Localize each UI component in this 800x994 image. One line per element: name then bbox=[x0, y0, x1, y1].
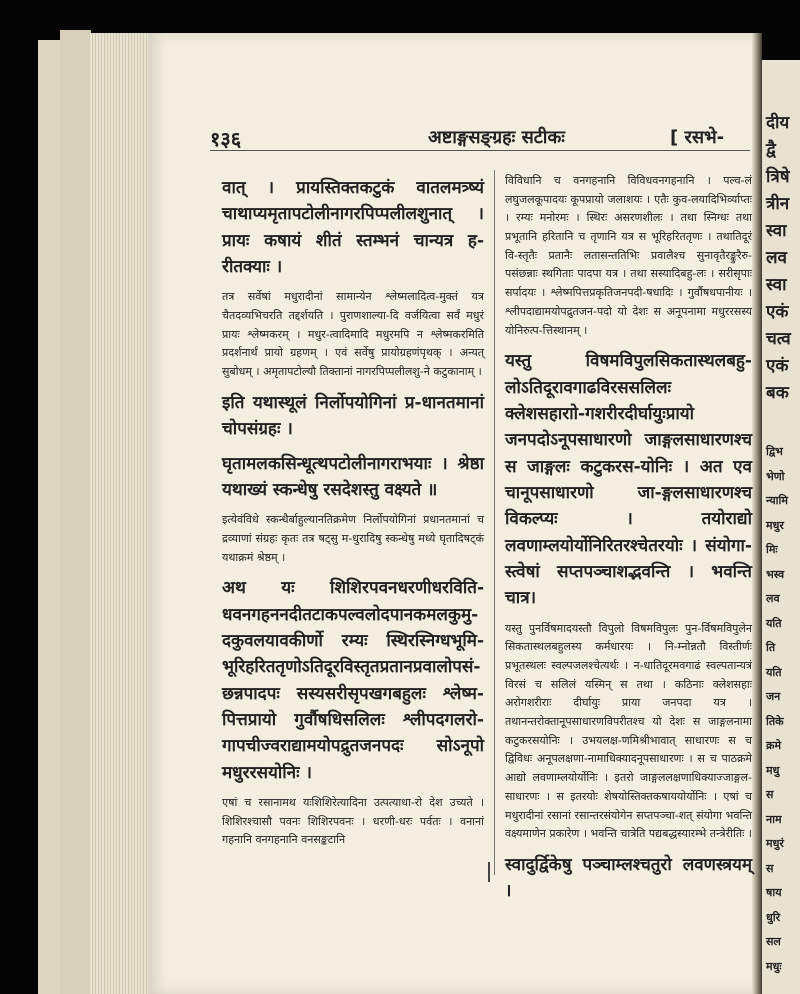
verse-paragraph: अथ यः शिशिरपवनधरणीधरविति-धवनगहननदीतटाकपल्वलोदपानकमलकुमु-दकुवलयावकीर्णो रम्यः स्थिरस्निग्धभूमि-भूरिहरिततृणोऽतिदूरविस्तृतप्रतानप्रवालोपसं-छन्नपादपः सस्यसरीसृपखगबहुलः श्लेष्म-पित्तप्रायो गुर्वौषधिसलिलः श्लीपदगलरो-गापचीज्वराद्यामयोपद्रुतजनपदः सोऽनूपो मधुररसयोनिः । bbox=[222, 578, 484, 783]
next-page-fragment: मधु bbox=[766, 763, 780, 777]
next-page-fragment: स bbox=[766, 788, 774, 801]
next-page-fragment: मधुर bbox=[766, 518, 784, 532]
verse-paragraph: यस्तु विषमविपुलसिकतास्थलबहु-लोऽतिदूरावगाढविरससलिलः क्लेशसहाराो-गशरीरदीर्घायुःप्रायो जनपदोऽनूपसाधारणो जाङ्गलसाधारणश्च स जाङ्गलः कटुकरस-योनिः । अत एव चानूपसाधारणो जा-ङ्गलसाधारणश्च विकल्प्यः । तयोराद्यो लवणाम्लयोर्योनिरितरश्चेतरयोः । संयोगा-स्त्वेषां सप्तपञ्चाशद्भवन्ति । भवन्ति चात्र। bbox=[505, 351, 752, 609]
next-page-fragment: मधुः bbox=[766, 959, 782, 973]
commentary-paragraph: तत्र सर्वेषां मधुरादीनां सामान्येन श्लेष्मलादित्व-मुक्तं यत्र चैतदव्यभिचरति तद्दर्शयति । पुराणशाल्या-दि वर्जयित्वा सर्वं मधुरं प्रायः श्लेष्मकरम् । मधुर-त्वादिमादि मधुरमपि न श्लेष्मकरमिति प्रदर्शनार्थं प्रायो ग्रहणम् । एवं सर्वेषु प्रायोग्रहणंपृथक् । अन्यत् सुबोधम् । अमृतापटोल्यौ तिक्तानां नागरपिप्पलीलशु-ने कटुकानाम् । bbox=[222, 290, 484, 379]
commentary-paragraph: इत्येवंविधे स्कन्धैर्बाहुल्यानतिक्रमेण निर्लोपयोगिनां प्रधानतमानां च द्रव्याणां संग्रहः कृतः तत्र षट्सु म-धुरादिषु स्कन्धेषु मध्ये घृतादिषट्कं यथाक्रमं श्रेष्ठम् । bbox=[222, 513, 484, 564]
next-page-fragment: धुरि bbox=[766, 910, 781, 924]
commentary-paragraph: विविधानि च वनगहनानि विविधवनगहनानि । पल्व-लं लघुजलकूपादयः कूपप्रायो जलाशयः । एतैः कुव-लयादिभिर्व्याप्तः । रम्यः मनोरमः । स्थिरः असरणशीलः । तथा स्निग्धः तथा प्रभूतानि हरितानि च तृणानि यत्र स भूरिहरिततृणः । तथातिदूरं वि-स्तृतैः प्रतानैः लतासन्ततिभिः प्रवालैश्च सुनावृतैरङ्कुरैरु-पसंछन्नाः स्थगिताः पादपा यत्र । तथा सस्यादिबहु-लः । सरीसृपाः सर्पादयः । श्लेष्मपित्तप्रकृतिजनपदी-षधादिः । गुर्वौषधपानीयः । श्लीपदाद्यामयोपद्रुतजन-पदो यो देशः स अनूपनामा मधुररसस्य योनिरुत्प-त्तिस्थानम् । bbox=[505, 174, 752, 337]
next-page-fragment: द्वै bbox=[766, 140, 776, 160]
page-stack-edge bbox=[90, 33, 149, 994]
header-rule bbox=[210, 150, 750, 151]
next-page-fragment: लव bbox=[766, 592, 780, 605]
next-page-fragment: भस्व bbox=[766, 567, 785, 581]
verse-paragraph: वात् । प्रायस्तिक्तकटुकं वातलमत्र्ष्यं चाथाप्यमृतापटोलीनागरपिप्पलीलशुनात् । प्रायः कषायं शीतं स्तम्भनं चान्यत्र ह-रीतक्याः । bbox=[222, 178, 484, 278]
next-page-fragment: स्वा bbox=[766, 221, 787, 241]
next-page-margin bbox=[762, 60, 800, 994]
next-page-fragment: यति bbox=[766, 616, 782, 630]
next-page-fragment: क्रमे bbox=[766, 739, 782, 752]
right-column bbox=[505, 172, 752, 913]
next-page-fragment: जन bbox=[766, 690, 781, 703]
commentary-paragraph: यस्तु पुनर्विषमादयस्तौ विपुलो विषमविपुलः पुन-र्विषमविपुलेन सिकतास्थलबहुलस्य कर्मधारयः । नि-म्नोन्नतौ विस्तीर्णः प्रभूतस्थलः स्वल्पजलश्चेत्यर्थः । न-धातिदूरमवगाढं स्वल्पतान्यत्रं विरसं च सलिलं यस्मिन् स तथा । कठिनाः क्लेशसहाः अरोगशरीराः दीर्घायुः प्राया जनपदा यत्र । तथानन्तरोक्तानूपसाधारणविपरीतश्च यो देशः स जाङ्गलनामा कटुकरसयोनिः । उभयलक्ष-णमिश्रीभावात् साधारणः स च द्विविधः अनूपलक्षणा-नामाधिक्यादनूपसाधारणः । स च पाठक्रमे आद्यो लवणाम्लयोर्योनिः । इतरो जाङ्गललक्षणाधिक्याज्जाङ्गल-साधारणः । स इतरयोः शेषयोस्तिक्तकषाययोर्योनिः । एषां च मधुरादीनां रसानां रसान्तरसंयोगेन सप्तपञ्चा-शत् संयोगा भवन्ति वक्ष्यमाणेन प्रकारेण । भवन्ति चात्रेति पद्यबद्धस्यारम्भे तन्त्रेरीतिः । bbox=[505, 621, 752, 841]
next-page-fragment: स bbox=[766, 861, 774, 875]
commentary-paragraph: एषां च रसानामथ यःशिशिरेत्यादिना उत्पत्याधा-रो देश उच्यते । शिशिरश्चासौ पवनः शिशिरपवनः । धरणी-धरः पर्वतः । वनानां गहनानि वनगहनानि वनसङ्कटानि bbox=[222, 796, 484, 847]
next-page-fragment: चत्व bbox=[766, 329, 791, 349]
page-title: अष्टाङ्गसङ्ग्रहः सटीकः bbox=[428, 127, 565, 148]
column-divider-end bbox=[488, 862, 490, 882]
next-page-fragment: द्विभ bbox=[766, 445, 783, 458]
page-gutter bbox=[752, 33, 762, 994]
next-page-fragment: त्रीन bbox=[766, 194, 790, 214]
next-page-fragment: सल bbox=[766, 935, 781, 948]
verse-paragraph: स्वादुर्द्विकेषु पञ्चाम्लश्चतुरो लवणस्त्रयम् । bbox=[505, 854, 752, 902]
next-page-fragment: दीय bbox=[766, 113, 790, 133]
next-page-fragment: एकं bbox=[766, 356, 789, 376]
next-page-fragment: भेणो bbox=[766, 469, 785, 483]
column-divider bbox=[494, 170, 495, 875]
next-page-fragment: यति bbox=[766, 665, 782, 679]
page-number: १३६ bbox=[210, 127, 242, 151]
next-page-fragment: मधुरं bbox=[766, 837, 784, 850]
next-page-fragment: एकं bbox=[766, 302, 789, 322]
next-page-fragment: बक bbox=[766, 383, 789, 403]
next-page-fragment: न्यामि bbox=[766, 494, 788, 507]
left-column bbox=[222, 175, 484, 858]
page-stack-edge bbox=[38, 40, 61, 994]
verse-paragraph: घृतामलकसिन्धूत्थपटोलीनागराभयाः । श्रेष्ठा यथाख्यं स्कन्धेषु रसदेशस्तु वक्ष्यते ॥ bbox=[222, 453, 484, 500]
next-page-fragment: तिके bbox=[766, 714, 784, 728]
verse-paragraph: इति यथास्थूलं निर्लोपयोगिनां प्र-धानतमानां चोपसंग्रहः । bbox=[222, 392, 484, 440]
section-label: [ रसभे- bbox=[670, 127, 725, 148]
next-page-fragment: नाम bbox=[766, 812, 782, 826]
next-page-fragment: ति bbox=[766, 641, 776, 654]
page-stack-edge bbox=[60, 30, 91, 994]
next-page-fragment: लव bbox=[766, 248, 787, 268]
next-page-fragment: स्वा bbox=[766, 275, 787, 295]
next-page-fragment: त्रिषे bbox=[766, 167, 790, 187]
next-page-fragment: मिः bbox=[766, 543, 778, 556]
next-page-fragment: षाय bbox=[766, 886, 782, 899]
